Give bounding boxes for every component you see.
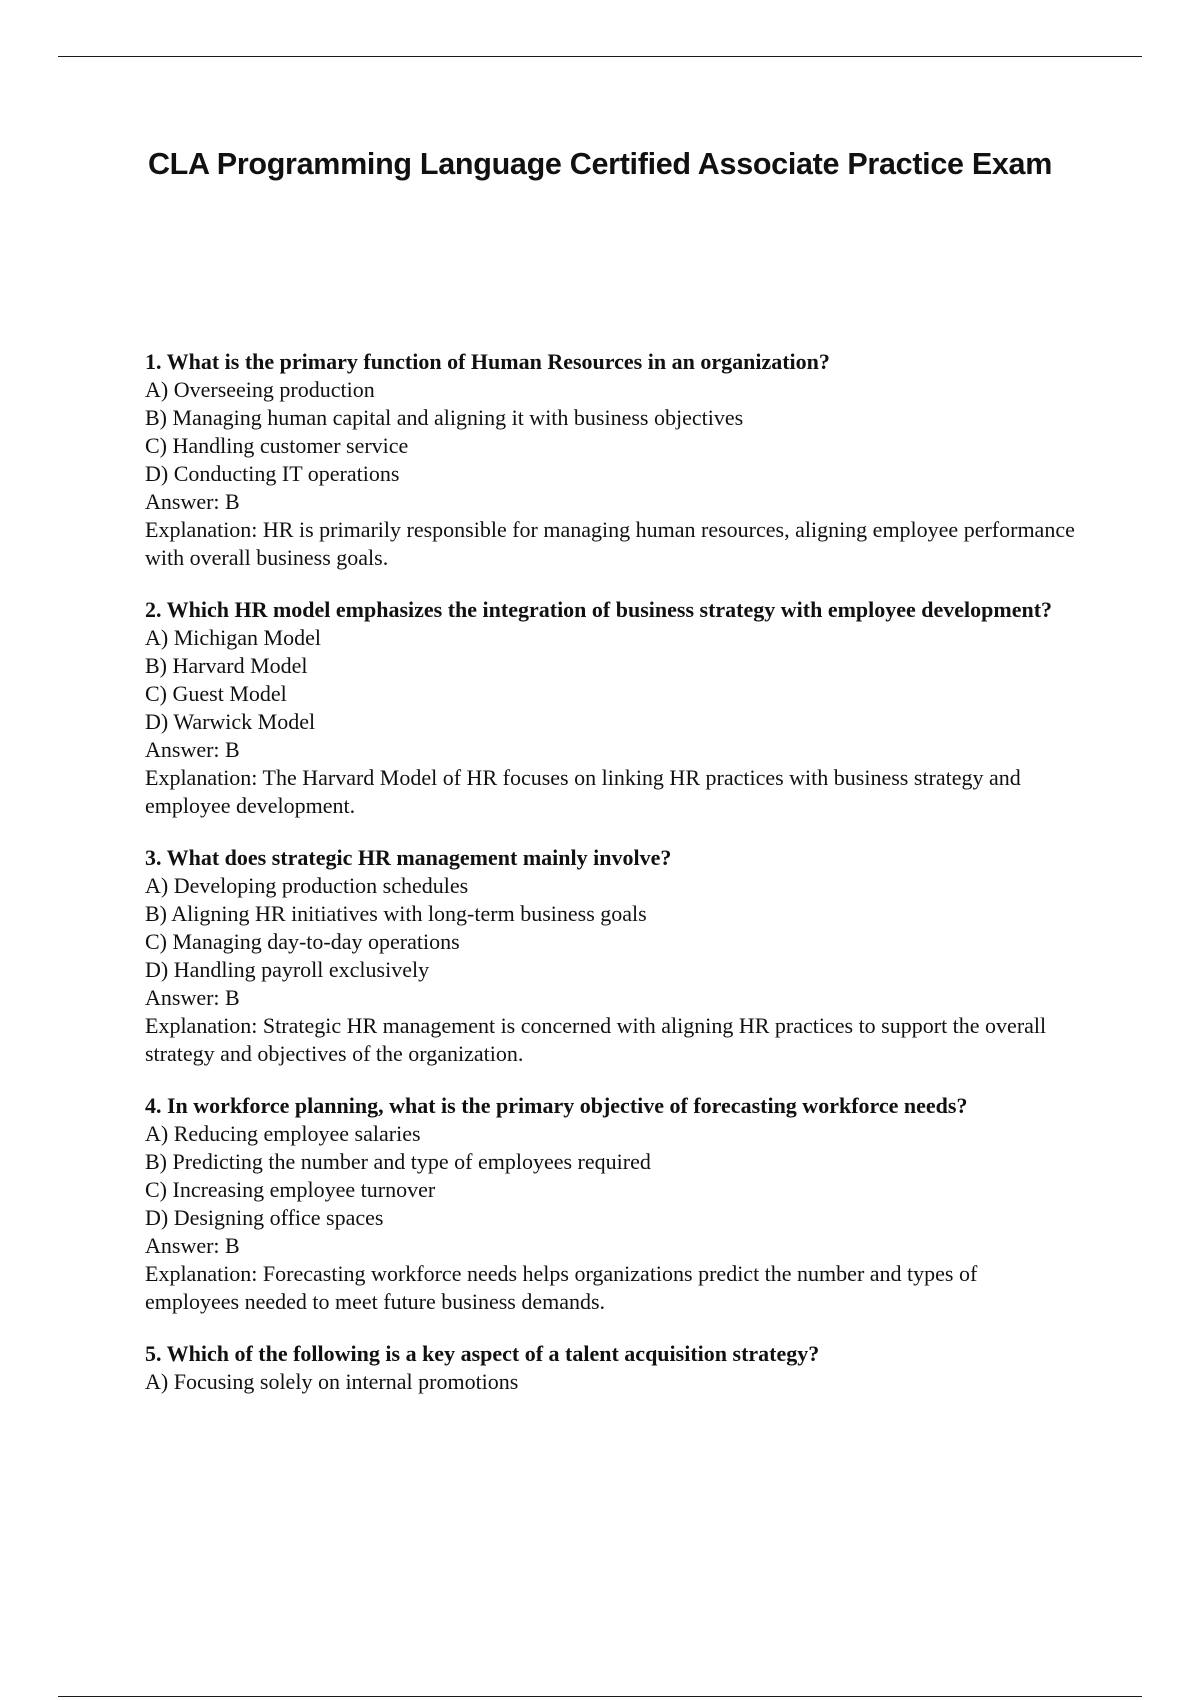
option-a: A) Overseeing production	[145, 377, 375, 402]
answer-line: Answer: B	[145, 489, 240, 514]
option-d: D) Warwick Model	[145, 709, 316, 734]
answer-line: Answer: B	[145, 737, 240, 762]
option-b: B) Harvard Model	[145, 653, 308, 678]
explanation-text: Explanation: The Harvard Model of HR focuses on linking HR practices with business strategy and employee development.	[145, 765, 1021, 818]
question-text: 1. What is the primary function of Human Resources in an organization?	[145, 349, 830, 374]
option-c: C) Managing day-to-day operations	[145, 929, 460, 954]
question-2	[145, 596, 1075, 820]
option-d: D) Designing office spaces	[145, 1205, 384, 1230]
question-text: 2. Which HR model emphasizes the integration of business strategy with employee development?	[145, 597, 1053, 622]
document-title: CLA Programming Language Certified Associate Practice Exam	[147, 147, 1053, 181]
option-c: C) Increasing employee turnover	[145, 1177, 436, 1202]
option-b: B) Predicting the number and type of employees required	[145, 1149, 651, 1174]
question-text: 4. In workforce planning, what is the primary objective of forecasting workforce needs?	[145, 1093, 968, 1118]
explanation-text: Explanation: Strategic HR management is concerned with aligning HR practices to support the overall strategy and objectives of the organization.	[145, 1013, 1047, 1066]
option-c: C) Guest Model	[145, 681, 287, 706]
option-b: B) Managing human capital and aligning it with business objectives	[145, 405, 744, 430]
question-text: 5. Which of the following is a key aspect of a talent acquisition strategy?	[145, 1341, 820, 1366]
option-d: D) Conducting IT operations	[145, 461, 400, 486]
option-c: C) Handling customer service	[145, 433, 409, 458]
question-3	[145, 844, 1075, 1068]
option-a: A) Michigan Model	[145, 625, 321, 650]
question-5	[145, 1340, 1075, 1396]
bottom-divider	[58, 1696, 1142, 1697]
answer-line: Answer: B	[145, 985, 240, 1010]
top-divider	[58, 56, 1142, 57]
question-text: 3. What does strategic HR management mainly involve?	[145, 845, 672, 870]
question-1	[145, 348, 1075, 572]
option-b: B) Aligning HR initiatives with long-term business goals	[145, 901, 647, 926]
option-d: D) Handling payroll exclusively	[145, 957, 430, 982]
explanation-text: Explanation: Forecasting workforce needs helps organizations predict the number and types of employees needed to meet future business demands.	[145, 1261, 978, 1314]
option-a: A) Reducing employee salaries	[145, 1121, 421, 1146]
question-list	[145, 348, 1075, 1420]
explanation-text: Explanation: HR is primarily responsible for managing human resources, aligning employee performance with overall business goals.	[145, 517, 1075, 570]
option-a: A) Developing production schedules	[145, 873, 469, 898]
question-4	[145, 1092, 1075, 1316]
option-a: A) Focusing solely on internal promotions	[145, 1369, 519, 1394]
answer-line: Answer: B	[145, 1233, 240, 1258]
